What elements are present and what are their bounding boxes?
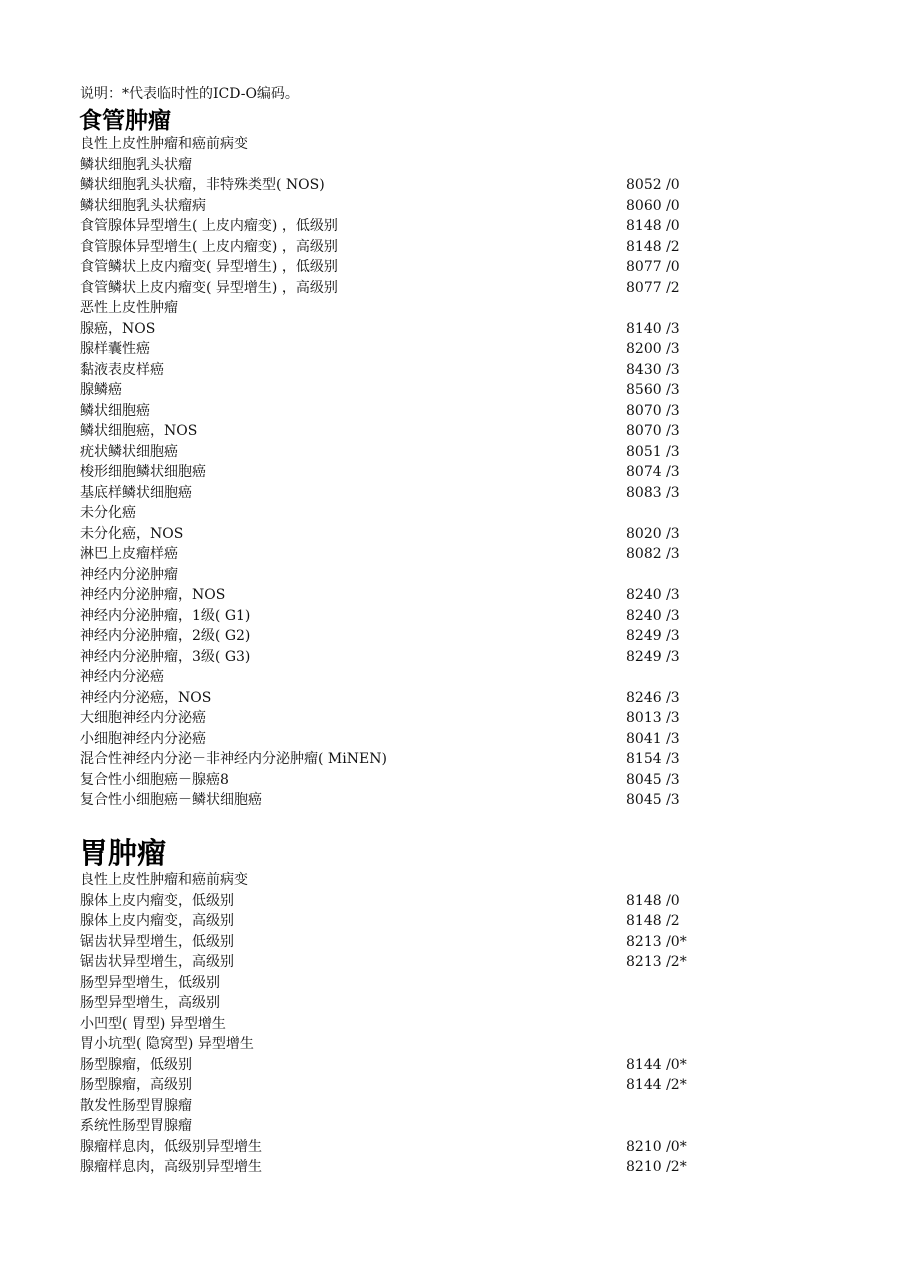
icd-o-code: 8148 /0 [626, 218, 680, 234]
icd-o-code: 8246 /3 [626, 689, 680, 706]
tumor-name: 基底样鳞状细胞癌 [80, 484, 192, 501]
icd-o-code: 8045 /3 [626, 792, 680, 808]
icd-o-code: 8430 /3 [626, 361, 680, 378]
list-item [80, 155, 840, 176]
list-item [80, 462, 840, 483]
icd-o-code: 8051 /3 [626, 443, 680, 460]
tumor-name: 鳞状细胞癌 [80, 402, 150, 419]
tumor-name: 神经内分泌肿瘤，NOS [80, 587, 226, 603]
list-item [80, 175, 840, 196]
icd-o-code: 8052 /0 [626, 177, 680, 193]
tumor-name: 良性上皮性肿瘤和癌前病变 [80, 136, 248, 152]
icd-o-code: 8240 /3 [626, 587, 680, 603]
tumor-name: 复合性小细胞癌－腺癌8 [80, 771, 229, 788]
tumor-name: 食管腺体异型增生( 上皮内瘤变) ，低级别 [80, 218, 338, 234]
tumor-name: 腺鳞癌 [80, 382, 122, 398]
tumor-name: 黏液表皮样癌 [80, 361, 164, 378]
tumor-name: 复合性小细胞癌－鳞状细胞癌 [80, 792, 262, 808]
list-item [80, 503, 840, 524]
tumor-name: 大细胞神经内分泌癌 [80, 710, 206, 726]
list-item [80, 647, 840, 668]
tumor-name: 胃小坑型( 隐窝型) 异型增生 [80, 1036, 254, 1052]
list-item [80, 1014, 840, 1035]
icd-o-code: 8213 /0* [626, 933, 687, 950]
tumor-name: 腺样囊性癌 [80, 341, 150, 357]
icd-o-code: 8148 /2 [626, 913, 680, 929]
list-item [80, 1096, 840, 1117]
list-item [80, 319, 840, 340]
tumor-name: 腺癌，NOS [80, 320, 156, 337]
list-item [80, 973, 840, 994]
tumor-name: 系统性肠型胃腺瘤 [80, 1118, 192, 1134]
icd-o-code: 8154 /3 [626, 751, 680, 767]
tumor-name: 小凹型( 胃型) 异型增生 [80, 1015, 226, 1032]
list-item [80, 770, 840, 791]
icd-o-code: 8020 /3 [626, 525, 680, 542]
tumor-name: 散发性肠型胃腺瘤 [80, 1097, 192, 1114]
list-item [80, 134, 840, 155]
tumor-name: 神经内分泌肿瘤，3级( G3) [80, 648, 251, 665]
list-item [80, 216, 840, 237]
list-item [80, 360, 840, 381]
list-item [80, 278, 840, 299]
list-item [80, 870, 840, 891]
tumor-name: 神经内分泌肿瘤，1级( G1) [80, 607, 251, 624]
list-item [80, 749, 840, 770]
tumor-name: 食管腺体异型增生( 上皮内瘤变) ，高级别 [80, 238, 338, 255]
list-item [80, 1075, 840, 1096]
tumor-name: 腺体上皮内瘤变，高级别 [80, 913, 234, 929]
tumor-name: 未分化癌，NOS [80, 525, 184, 542]
icd-o-code: 8070 /3 [626, 402, 680, 419]
list-item [80, 565, 840, 586]
list-item [80, 1157, 840, 1178]
tumor-name: 淋巴上皮瘤样癌 [80, 546, 178, 562]
tumor-name: 梭形细胞鳞状细胞癌 [80, 464, 206, 480]
tumor-name: 锯齿状异型增生，高级别 [80, 954, 234, 970]
icd-o-code: 8077 /0 [626, 259, 680, 275]
list-item [80, 688, 840, 709]
icd-o-code: 8200 /3 [626, 341, 680, 357]
icd-o-code: 8074 /3 [626, 464, 680, 480]
tumor-name: 肠型腺瘤，高级别 [80, 1077, 192, 1093]
list-item [80, 1116, 840, 1137]
icd-o-code: 8249 /3 [626, 648, 680, 665]
icd-o-code: 8083 /3 [626, 484, 680, 501]
tumor-name: 肠型腺瘤，低级别 [80, 1056, 192, 1073]
list-item [80, 401, 840, 422]
list-item [80, 1034, 840, 1055]
tumor-name: 恶性上皮性肿瘤 [80, 300, 178, 316]
list-item [80, 257, 840, 278]
list-item [80, 196, 840, 217]
tumor-name: 神经内分泌癌 [80, 669, 164, 685]
tumor-name: 腺体上皮内瘤变，低级别 [80, 892, 234, 909]
list-item [80, 298, 840, 319]
tumor-name: 腺瘤样息肉，低级别异型增生 [80, 1138, 262, 1155]
tumor-name: 鳞状细胞乳头状瘤病 [80, 197, 206, 214]
icd-o-code: 8144 /2* [626, 1077, 687, 1093]
icd-o-code: 8060 /0 [626, 197, 680, 214]
icd-o-code: 8082 /3 [626, 546, 680, 562]
list-item [80, 667, 840, 688]
list-item [80, 729, 840, 750]
list-item [80, 544, 840, 565]
tumor-name: 神经内分泌肿瘤 [80, 566, 178, 583]
tumor-name: 混合性神经内分泌－非神经内分泌肿瘤( MiNEN) [80, 751, 387, 767]
list-item [80, 483, 840, 504]
list-item [80, 606, 840, 627]
legend-note: 说明：*代表临时性的ICD-O编码。 [80, 86, 299, 102]
list-item [80, 380, 840, 401]
icd-o-code: 8240 /3 [626, 607, 680, 624]
tumor-name: 神经内分泌肿瘤，2级( G2) [80, 628, 251, 644]
list-item [80, 626, 840, 647]
tumor-name: 小细胞神经内分泌癌 [80, 730, 206, 747]
list-item [80, 524, 840, 545]
icd-o-code: 8077 /2 [626, 279, 680, 296]
stomach-tumor-list [80, 870, 840, 1178]
list-item [80, 891, 840, 912]
tumor-name: 食管鳞状上皮内瘤变( 异型增生) ，低级别 [80, 259, 338, 275]
list-item [80, 442, 840, 463]
icd-o-code: 8148 /2 [626, 238, 680, 255]
icd-o-code: 8041 /3 [626, 730, 680, 747]
tumor-name: 肠型异型增生，低级别 [80, 974, 220, 991]
esophagus-tumor-list [80, 134, 840, 811]
icd-o-code: 8249 /3 [626, 628, 680, 644]
list-item [80, 932, 840, 953]
list-item [80, 993, 840, 1014]
tumor-name: 鳞状细胞乳头状瘤，非特殊类型( NOS) [80, 177, 325, 193]
icd-o-code: 8070 /3 [626, 423, 680, 439]
icd-o-code: 8144 /0* [626, 1056, 687, 1073]
list-item [80, 421, 840, 442]
list-item [80, 1055, 840, 1076]
tumor-name: 肠型异型增生，高级别 [80, 995, 220, 1011]
tumor-name: 良性上皮性肿瘤和癌前病变 [80, 872, 248, 888]
list-item [80, 339, 840, 360]
section-title-stomach: 胃肿瘤 [79, 836, 167, 870]
section-title-esophagus: 食管肿瘤 [79, 108, 171, 134]
icd-o-code: 8210 /2* [626, 1159, 687, 1175]
icd-o-code: 8013 /3 [626, 710, 680, 726]
list-item [80, 237, 840, 258]
icd-o-code: 8213 /2* [626, 954, 687, 970]
list-item [80, 585, 840, 606]
icd-o-code: 8140 /3 [626, 320, 680, 337]
tumor-name: 疣状鳞状细胞癌 [80, 443, 178, 460]
icd-o-code: 8045 /3 [626, 771, 680, 788]
tumor-name: 鳞状细胞癌，NOS [80, 423, 198, 439]
icd-o-code: 8148 /0 [626, 892, 680, 909]
tumor-name: 锯齿状异型增生，低级别 [80, 933, 234, 950]
list-item [80, 708, 840, 729]
tumor-name: 未分化癌 [80, 505, 136, 521]
list-item [80, 790, 840, 811]
icd-o-code: 8210 /0* [626, 1138, 687, 1155]
tumor-name: 食管鳞状上皮内瘤变( 异型增生) ，高级别 [80, 279, 338, 296]
tumor-name: 鳞状细胞乳头状瘤 [80, 156, 192, 173]
list-item [80, 911, 840, 932]
tumor-name: 神经内分泌癌，NOS [80, 689, 212, 706]
list-item [80, 952, 840, 973]
tumor-name: 腺瘤样息肉，高级别异型增生 [80, 1159, 262, 1175]
icd-o-code: 8560 /3 [626, 382, 680, 398]
list-item [80, 1137, 840, 1158]
